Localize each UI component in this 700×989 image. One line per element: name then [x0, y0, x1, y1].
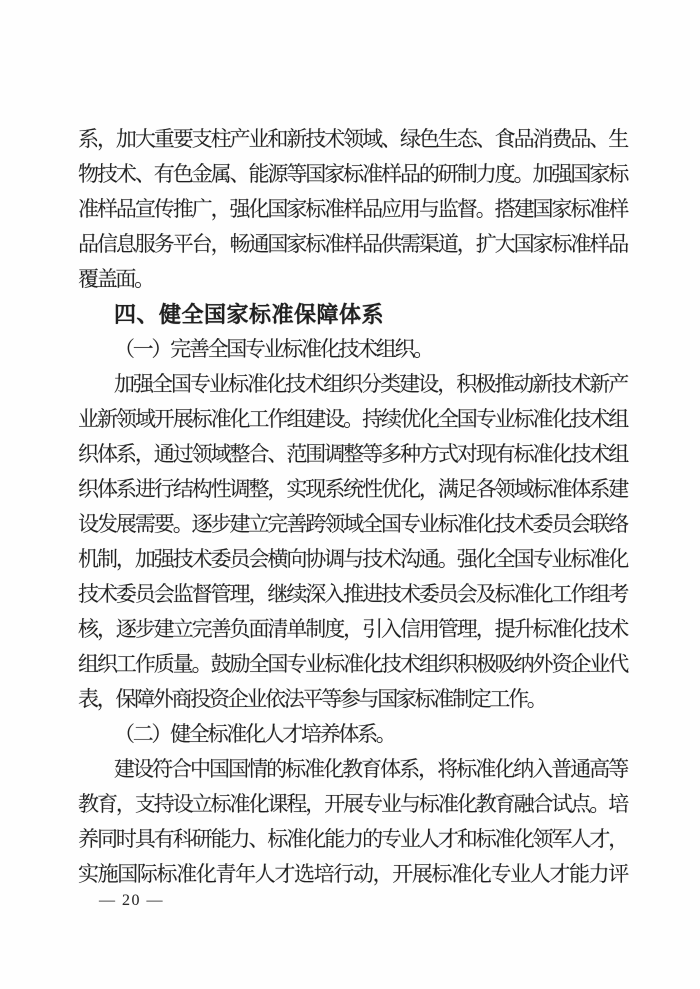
body-line: 物技术、有色金属、能源等国家标准样品的研制力度。加强国家标 — [78, 162, 627, 186]
body-line: 养同时具有科研能力、标准化能力的专业人才和标准化领军人才， — [78, 827, 627, 851]
body-line: 业新领域开展标准化工作组建设。持续优化全国专业标准化技术组 — [78, 407, 627, 431]
body-line: 准样品宣传推广，强化国家标准样品应用与监督。搭建国家标准样 — [78, 197, 627, 221]
body-line: 设发展需要。逐步建立完善跨领域全国专业标准化技术委员会联络 — [78, 512, 627, 536]
section-heading: 四、健全国家标准保障体系 — [114, 302, 385, 327]
body-line: 织体系进行结构性调整，实现系统性优化，满足各领域标准体系建 — [78, 477, 627, 501]
body-line: 织体系，通过领域整合、范围调整等多种方式对现有标准化技术组 — [78, 442, 627, 466]
body-line: 表，保障外商投资企业依法平等参与国家标准制定工作。 — [78, 687, 546, 711]
text-block — [78, 122, 627, 892]
body-line: 组织工作质量。鼓励全国专业标准化技术组织积极吸纳外资企业代 — [78, 652, 627, 676]
body-line: 加强全国专业标准化技术组织分类建设，积极推动新技术新产 — [114, 372, 627, 396]
body-line: 核，逐步建立完善负面清单制度，引入信用管理，提升标准化技术 — [78, 617, 627, 641]
subsection-heading: （一）完善全国专业标准化技术组织。 — [114, 337, 432, 361]
body-line: 技术委员会监督管理，继续深入推进技术委员会及标准化工作组考 — [78, 582, 627, 606]
page-number: — 20 — — [99, 892, 164, 909]
body-line: 教育，支持设立标准化课程，开展专业与标准化教育融合试点。培 — [78, 792, 627, 816]
body-line: 机制，加强技术委员会横向协调与技术沟通。强化全国专业标准化 — [78, 547, 627, 571]
body-line: 品信息服务平台，畅通国家标准样品供需渠道，扩大国家标准样品 — [78, 232, 627, 256]
body-line: 覆盖面。 — [78, 267, 153, 291]
body-line: 系，加大重要支柱产业和新技术领域、绿色生态、食品消费品、生 — [78, 127, 627, 151]
body-line: 建设符合中国国情的标准化教育体系，将标准化纳入普通高等 — [114, 757, 627, 781]
subsection-heading: （二）健全标准化人才培养体系。 — [114, 722, 395, 746]
body-line: 实施国际标准化青年人才选培行动，开展标准化专业人才能力评 — [78, 862, 627, 886]
